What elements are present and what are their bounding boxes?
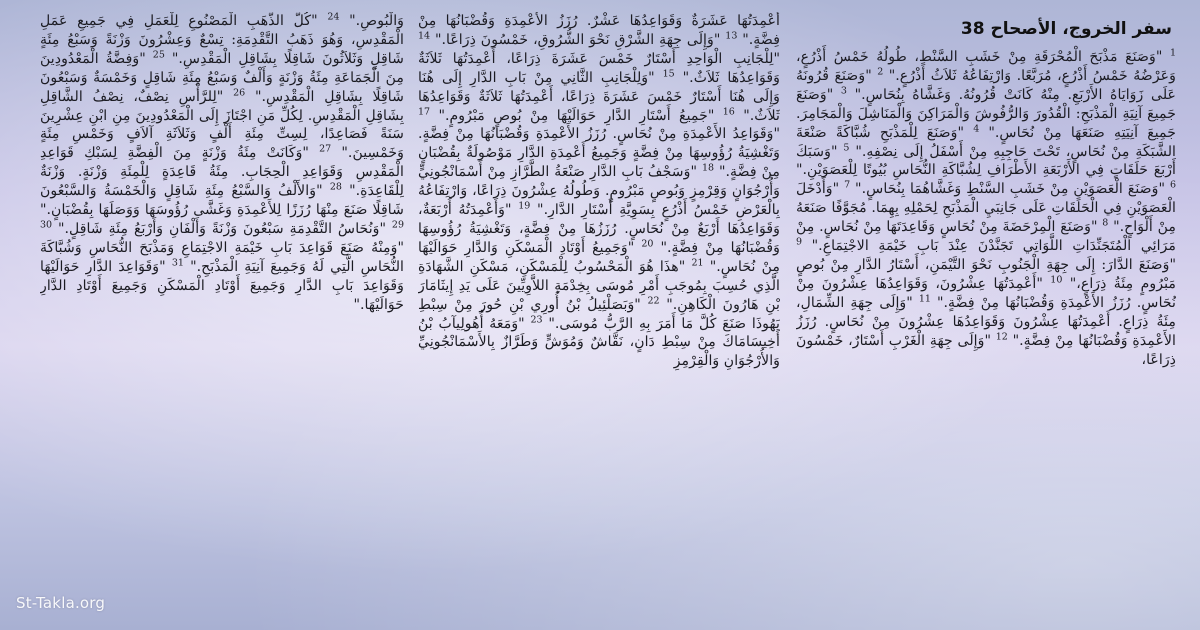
- verse-text: "وَإِلَى جِهَةِ الشَّرْقِ نَحْوَ الشُّرُوقِ، خَمْسُونَ ذِرَاعًا.": [434, 31, 721, 48]
- verse-text: "وَفِضَّةُ الْمَعْدُودِينَ مِنَ الْجَمَاعَةِ مِئَةُ وَزْنَةٍ وَأَلْفٌ وَسَبْعُ مِئَةِ شَاقِلٍ وَخَمْسَةٌ وَسَبْعُونَ شَاقِلًا بِشَاقِلِ الْمَقْدِسِ.": [40, 50, 404, 105]
- verse-text: وَالْبُوصِ.": [349, 13, 404, 29]
- verse-text: "وَإِلَى جِهَةِ الشِّمَالِ، مِئَةُ ذِرَاعٍ. أَعْمِدَتُهَا عِشْرُونَ وَقَوَاعِدُهَا عِشْرُونَ مِنْ نُحَاسٍ. رُزَزُ الأَعْمِدَةِ وَقُضْبَانُهَا مِنْ فِضَّةٍ.": [796, 294, 1176, 349]
- verse-number: 18: [701, 162, 715, 174]
- verse-number: 28: [329, 181, 342, 193]
- verse-number: 17: [418, 105, 431, 117]
- text-column-right: [796, 12, 1176, 618]
- verse-text: "أَعْمِدَتُهَا عِشْرُونَ، وَقَوَاعِدُهَا عِشْرُونَ مِنْ نُحَاسٍ. رُزَزُ الأَعْمِدَةِ وَقُضْبَانُهَا مِنْ فِضَّةٍ.": [796, 275, 1176, 311]
- verse-number: 5: [843, 141, 850, 153]
- verse-number: 30: [40, 219, 53, 231]
- verse-text: "وَصَنَعَ جَمِيعَ آنِيَةِ الْمَذْبَحِ: الْقُدُورَ وَالرُّفُوشَ وَالْمَرَاكِنَ وَالْمَنَاشِلَ وَالْمَجَامِرَ. جَمِيعَ آنِيَتِهِ صَنَعَهَا مِنْ نُحَاسٍ.": [796, 86, 1176, 141]
- verse-text: "وَسَجْفُ بَابِ الدَّارِ صَنْعَةُ الطَّرَّازِ مِنْ أَسْمَانْجُونِيٍّ وَأُرْجُوَانٍ وَقِرْمِزٍ وَبُوصٍ مَبْرُومٍ. وَطُولُهُ عِشْرُونَ ذِرَاعًا، وَارْتِفَاعُهُ بِالْعَرْضِ خَمْسُ أَذْرُعٍ بِسَوِيَّةِ أَسْتَارِ الدَّارِ.": [418, 164, 780, 219]
- verse: [339, 13, 404, 29]
- verses-left: [40, 12, 404, 315]
- verse-number: 25: [152, 49, 165, 61]
- verse-number: 6: [1169, 179, 1176, 191]
- verse-number: 4: [973, 122, 980, 134]
- verse-text: "وَمَعَهُ أُهُولِيآبُ بْنُ أَخِيسَامَاكَ مِنْ سِبْطِ دَانٍ، نَقَّاشٌ وَمُوَشٍّ وَطَرَّازٌ بِالأَسْمَانْجُونِيِّ وَالأُرْجُوَانِ وَالْقِرْمِزِ: [418, 315, 780, 370]
- verse-number: 7: [844, 179, 851, 191]
- verse-number: 12: [995, 330, 1008, 342]
- verse-text: "لِلْجَانِبِ الْوَاحِدِ أَسْتَارٌ خَمْسَ عَشَرَةَ ذِرَاعًا، أَعْمِدَتُهَا ثَلاَثَةٌ وَقَوَاعِدُهَا ثَلاَثٌ.": [418, 50, 780, 86]
- site-watermark: St-Takla.org: [16, 594, 106, 612]
- text-column-left: [40, 12, 404, 618]
- verse: [430, 32, 737, 48]
- verse-text: "وَصَنَعَ الْعَصَوَيْنِ مِنْ خَشَبِ السَّنْطِ وَغَشَّاهُمَا بِنُحَاسٍ.": [855, 181, 1166, 198]
- verse-number: 24: [327, 12, 340, 23]
- verse-text: "وَكَانَتْ مِئَةُ وَزْنَةٍ مِنَ الْفِضَّةِ لِسَبْكِ قَوَاعِدِ الْمَقْدِسِ وَقَوَاعِدِ الْحِجَابِ. مِئَةُ قَاعِدَةٍ لِلْمِئَةِ وَزْنَةٍ. وَزْنَةٌ لِلْقَاعِدَةِ.": [40, 145, 404, 200]
- verse-text: "كُلُّ الذَّهَبِ الْمَصْنُوعِ لِلْعَمَلِ فِي جَمِيعِ عَمَلِ الْمَقْدِسِ، وَهُوَ ذَهَبُ التَّقْدِمَةِ: تِسْعٌ وَعِشْرُونَ وَزْنَةً وَسَبْعُ مِئَةٍ شَاقِلٍ وَثَلاَثُونَ شَاقِلًا بِشَاقِلِ الْمَقْدِسِ.": [40, 13, 404, 67]
- verse-number: 14: [418, 30, 431, 42]
- verse-number: 22: [647, 294, 660, 306]
- chapter-title: سفر الخروج، الأصحاح 38: [960, 19, 1172, 39]
- verse-number: 31: [171, 257, 184, 269]
- verse: [52, 221, 404, 237]
- verse-text: "وَأَعْمِدَتُهُ أَرْبَعَةٌ، وَقَوَاعِدُهَا أَرْبَعٌ مِنْ نُحَاسٍ. رُزَزُهَا مِنْ فِضَّةٍ، وَتَغْشِيَةُ رُؤُوسِهَا وَقُضْبَانُهَا مِنْ فِضَّةٍ.": [418, 202, 780, 256]
- verse-text: "وَالأَلْفُ وَالسَّبْعُ مِئَةِ شَاقِلٍ وَالْخَمْسَةُ وَالسَّبْعُونَ شَاقِلًا صَنَعَ مِنْهَا رُزَزًا لِلأَعْمِدَةِ وَغَشَّى رُؤُوسَهَا وَوَصَلَهَا بِقُضْبَانٍ.": [40, 183, 404, 219]
- verse-number: 21: [691, 257, 704, 269]
- verse-text: "وَصَنَعَ قُرُونَهُ عَلَى زَوَايَاهُ الأَرْبَعِ. مِنْهُ كَانَتْ قُرُونُهُ. وَغَشَّاهُ بِنُحَاسٍ.": [796, 67, 1176, 103]
- verse-text: "وَقَوَاعِدَ الدَّارِ حَوَالَيْهَا وَقَوَاعِدَ بَابِ الدَّارِ وَجَمِيعَ أَوْتَادِ الْمَسْكَنِ وَجَمِيعَ أَوْتَادِ الدَّارِ حَوَالَيْهَا.": [40, 258, 404, 313]
- verses-middle: [418, 12, 780, 371]
- verse-number: 20: [641, 238, 654, 250]
- verse-text: "وَصَنَعَ الْمِرْحَضَةَ مِنْ نُحَاسٍ وَقَاعِدَتَهَا مِنْ نُحَاسٍ. مِنْ مَرَائِي الْمُتَجَنِّدَاتِ اللَّوَاتِي تَجَنَّدْنَ عِنْدَ بَابِ خَيْمَةِ الاجْتِمَاعِ.": [796, 219, 1176, 255]
- verse-number: 10: [1050, 274, 1063, 286]
- verse-text: "وَبَصَلْئِيلُ بْنُ أُورِي بْنِ حُورَ مِنْ سِبْطِ يَهُوذَا صَنَعَ كُلَّ مَا أَمَرَ بِهِ الرَّبُّ مُوسَى.": [418, 296, 780, 332]
- verse-number: 11: [918, 293, 931, 305]
- verse-number: 15: [662, 67, 675, 79]
- verse-text: "لِلرَّأْسِ نِصْفٌ، نِصْفُ الشَّاقِلِ بِشَاقِلِ الْمَقْدِسِ. لِكُلِّ مَنِ اجْتَازَ إِلَى الْمَعْدُودِينَ مِنِ ابْنِ عِشْرِينَ سَنَةً فَصَاعِدًا، لِسِتِّ مِئَةِ أَلْفٍ وَثَلاَثَةِ آلاَفٍ وَخَمْسِ مِئَةٍ وَخَمْسِينَ.": [40, 88, 404, 162]
- verse-number: 19: [518, 200, 531, 212]
- verse-number: 8: [1102, 217, 1109, 229]
- verse: [850, 181, 1176, 197]
- verse-text: "وَسَبَكَ أَرْبَعَ حَلَقَاتٍ فِي الأَرْبَعَةِ الأَطْرَافِ لِشُبَّاكَةِ النُّحَاسِ بُيُوتًا لِلْعَصَوَيْنِ.": [796, 143, 1176, 179]
- verse-number: 13: [725, 30, 738, 42]
- verse-text: "وَمِنْهُ صَنَعَ قَوَاعِدَ بَابِ خَيْمَةِ الاجْتِمَاعِ وَمَذْبَحَ النُّحَاسِ وَشُبَّاكَةَ النُّحَاسِ الَّتِي لَهُ وَجَمِيعَ آنِيَةِ الْمَذْبَحِ.": [40, 239, 404, 275]
- verse: [430, 105, 735, 124]
- verse-text: "وَلِلْجَانِبِ الثَّانِي مِنْ بَابِ الدَّارِ إِلَى هُنَا وَإِلَى هُنَا أَسْتَارٌ خَمْسَ عَشَرَةَ ذِرَاعًا، أَعْمِدَتُهَا ثَلاَثَةٌ وَقَوَاعِدُهَا ثَلاَثٌ.": [418, 69, 780, 124]
- verses-right: [796, 48, 1176, 369]
- text-column-middle: [418, 12, 780, 618]
- verse-text: "وَصَنَعَ الدَّارَ: إِلَى جِهَةِ الْجَنُوبِ نَحْوَ التَّيْمَنِ، أَسْتَارُ الدَّارِ مِنْ بُوصٍ مَبْرُومٍ مِئَةُ ذِرَاعٍ،": [796, 256, 1176, 292]
- verse-text: "جَمِيعُ أَسْتَارِ الدَّارِ حَوَالَيْهَا مِنْ بُوصٍ مَبْرُومٍ.": [438, 107, 715, 124]
- verse-number: 9: [796, 236, 803, 248]
- verse-text: "وَإِلَى جِهَةِ الْغَرْبِ أَسْتَارٌ، خَمْسُونَ ذِرَاعًا،: [796, 332, 1176, 368]
- verse-text: "وَقَوَاعِدُ الأَعْمِدَةِ مِنْ نُحَاسٍ. رُزَزُ الأَعْمِدَةِ وَقُضْبَانُهَا مِنْ فِضَّةٍ. وَتَغْشِيَةُ رُؤُوسِهَا مِنْ فِضَّةٍ وَجَمِيعُ أَعْمِدَةِ الدَّارِ مَوْصُولَةٌ بِقُضْبَانٍ مِنْ فِضَّةٍ.": [418, 126, 780, 181]
- verse-text: أَعْمِدَتُهَا عَشَرَةٌ وَقَوَاعِدُهَا عَشْرٌ. رُزَزُ الأَعْمِدَةِ وَقُضْبَانُهَا مِنْ فِضَّةٍ.": [418, 13, 780, 48]
- verse-text: "هذَا هُوَ الْمَحْسُوبُ لِلْمَسْكَنِ، مَسْكَنِ الشَّهَادَةِ الَّذِي حُسِبَ بِمُوجَبِ أَمْرِ مُوسَى بِخِدْمَةِ اللاَّوِيِّينَ عَلَى يَدِ إِيثَامَارَ بْنِ هَارُونَ الْكَاهِنِ.": [418, 258, 780, 313]
- verse-number: 1: [1169, 47, 1176, 59]
- verse-number: 2: [877, 66, 884, 78]
- verse-text: "وَصَنَعَ مَذْبَحَ الْمُحْرَقَةِ مِنْ خَشَبِ السَّنْطِ، طُولُهُ خَمْسُ أَذْرُعٍ، وَعَرْضُهُ خَمْسُ أَذْرُعٍ، مُرَبَّعًا. وَارْتِفَاعُهُ ثَلاَثُ أَذْرُعٍ.": [796, 49, 1176, 84]
- verse-text: "وَأَدْخَلَ الْعَصَوَيْنِ فِي الْحَلَقَاتِ عَلَى جَانِبَيِ الْمَذْبَحِ لِحَمْلِهِ بِهِمَا. مُجَوَّفًا صَنَعَهُ مِنْ أَلْوَاحٍ.": [796, 181, 1176, 236]
- verse-text: "وَصَنَعَ لِلْمَذْبَحِ شُبَّاكَةً صَنْعَةَ الشَّبَكَةِ مِنْ نُحَاسٍ، تَحْتَ حَاجِبِهِ مِنْ أَسْفَلُ إِلَى نِصْفِهِ.": [796, 124, 1176, 160]
- verse-number: 27: [319, 143, 332, 155]
- verse-number: 16: [722, 105, 735, 117]
- verse-number: 23: [530, 313, 543, 325]
- verse-number: 26: [233, 86, 246, 98]
- verse-text: "وَنُحَاسُ التَّقْدِمَةِ سَبْعُونَ وَزْنَةً وَأَلْفَانِ وَأَرْبَعُ مِئَةِ شَاقِلٍ.": [57, 220, 387, 237]
- verse-number: 3: [840, 85, 847, 97]
- verse-text: "وَجَمِيعُ أَوْتَادِ الْمَسْكَنِ وَالدَّارِ حَوَالَيْهَا مِنْ نُحَاسٍ.": [418, 239, 780, 275]
- verse-number: 29: [391, 219, 404, 231]
